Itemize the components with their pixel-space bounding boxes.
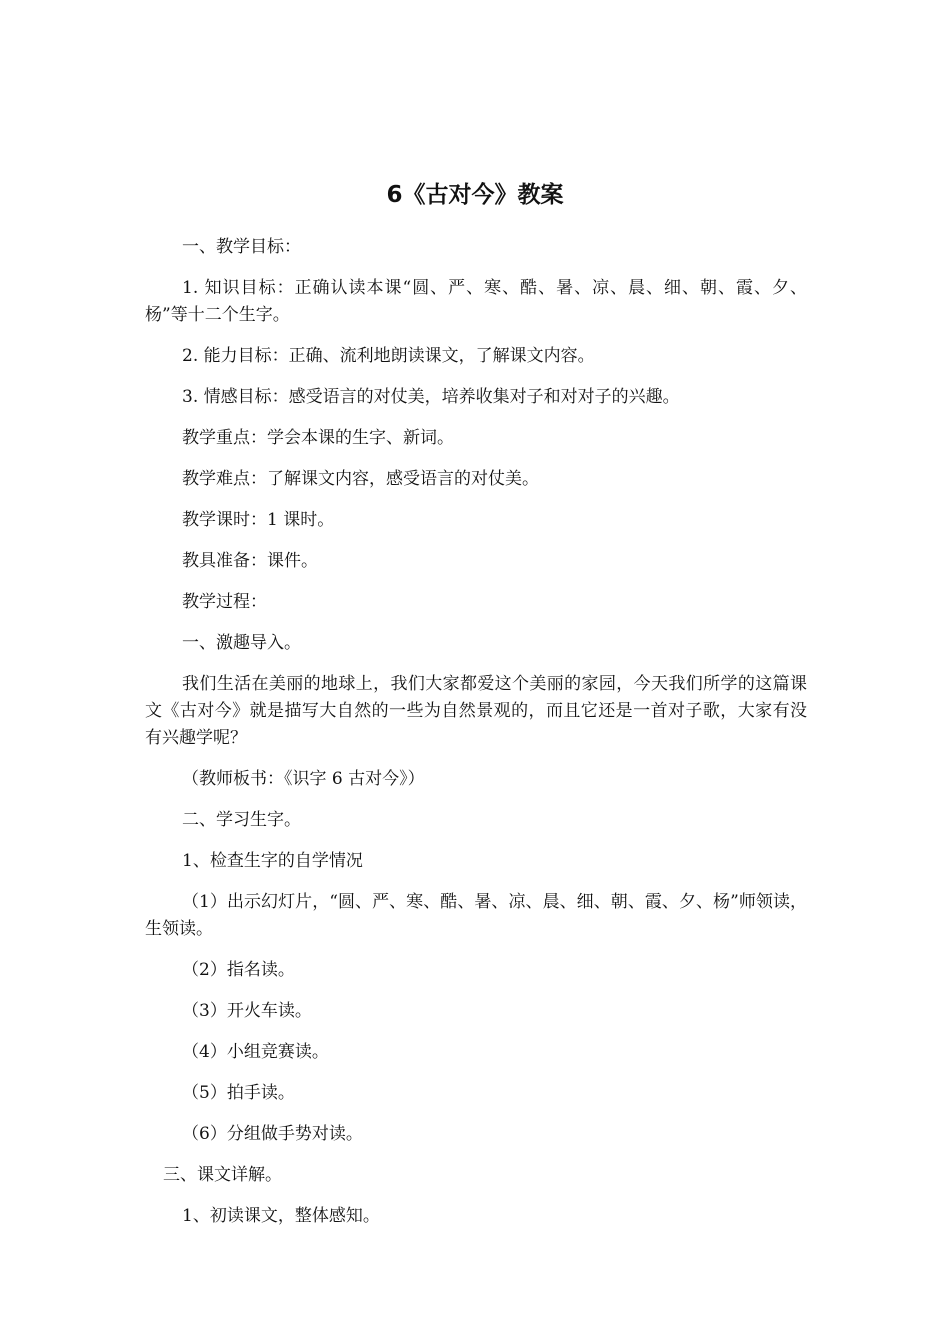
document-body [145,234,807,1244]
paragraph-step-1: （1）出示幻灯片，“圆、严、寒、酷、暑、凉、晨、细、朝、霞、夕、杨”师领读，生领读。 [145,892,807,939]
paragraph-difficulty: 教学难点：了解课文内容，感受语言的对仗美。 [182,469,539,489]
paragraph-knowledge-goal: 1. 知识目标：正确认读本课“圆、严、寒、酷、暑、凉、晨、细、朝、霞、夕、杨”等十二个生字。 [145,278,807,325]
paragraph-objectives-heading: 一、教学目标： [182,237,301,257]
paragraph-key-point: 教学重点：学会本课的生字、新词。 [182,428,454,448]
paragraph-emotion-goal: 3. 情感目标：感受语言的对仗美，培养收集对子和对对子的兴趣。 [182,387,680,407]
paragraph-step-6: （6）分组做手势对读。 [182,1124,363,1144]
paragraph-board-note: （教师板书：《识字 6 古对今》） [182,769,425,789]
paragraph-process-heading: 教学过程： [182,592,267,612]
paragraph-section-characters: 二、学习生字。 [182,810,301,830]
paragraph-step-2: （2）指名读。 [182,960,295,980]
paragraph-ability-goal: 2. 能力目标：正确、流利地朗读课文，了解课文内容。 [182,346,595,366]
paragraph-section-intro: 一、激趣导入。 [182,633,301,653]
paragraph-step-3: （3）开火车读。 [182,1001,312,1021]
paragraph-section-text-detail: 三、课文详解。 [163,1165,282,1185]
paragraph-intro-text: 我们生活在美丽的地球上，我们大家都爱这个美丽的家园，今天我们所学的这篇课文《古对今》就是描写大自然的一些为自然景观的，而且它还是一首对子歌，大家有没有兴趣学呢？ [145,674,807,748]
paragraph-first-reading: 1、初读课文，整体感知。 [182,1206,380,1226]
paragraph-step-4: （4）小组竞赛读。 [182,1042,329,1062]
paragraph-step-5: （5）拍手读。 [182,1083,295,1103]
paragraph-teaching-aids: 教具准备：课件。 [182,551,318,571]
paragraph-class-hours: 教学课时：1 课时。 [182,510,335,530]
paragraph-check-self-study: 1、检查生字的自学情况 [182,851,363,871]
document-title: 6《古对今》教案 [386,182,564,208]
